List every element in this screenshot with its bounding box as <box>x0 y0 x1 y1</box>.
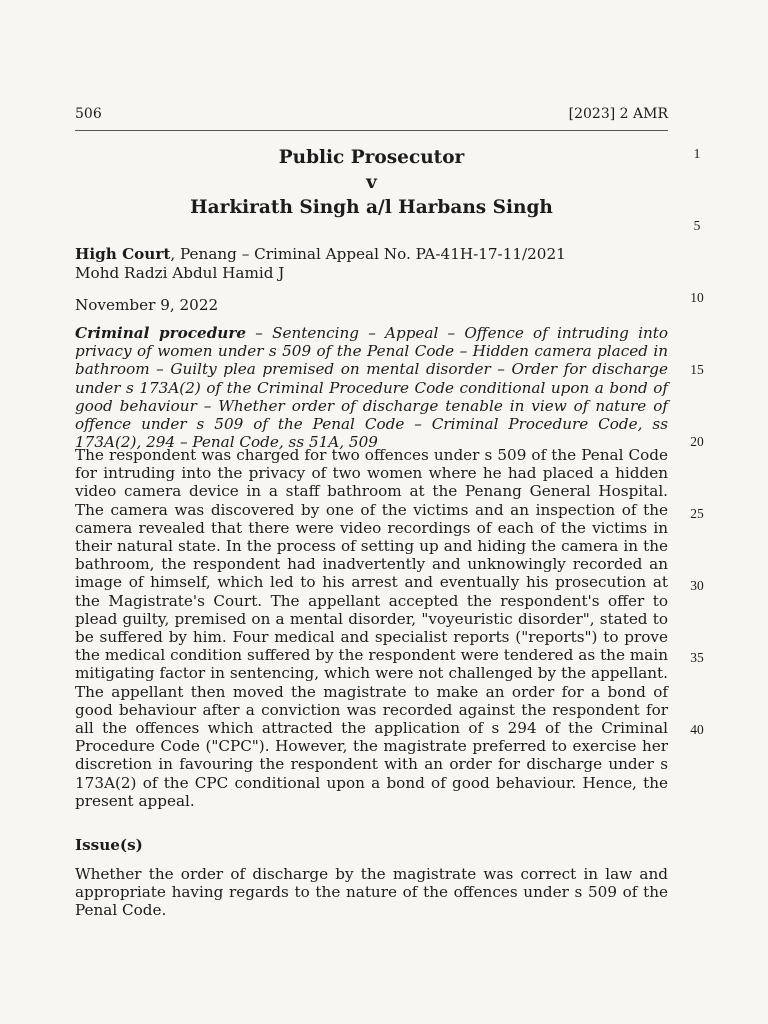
catchwords <box>75 324 668 451</box>
judge-name: Mohd Radzi Abdul Hamid J <box>75 264 285 282</box>
line-number: 5 <box>693 218 701 233</box>
header-rule <box>75 130 668 131</box>
facts-paragraph: The respondent was charged for two offences under s 509 of the Penal Code for intruding into the privacy of two women where he had placed a hidden video camera device in a staff bathroom at the Penang General Hospital. The camera was discovered by one of the victims and an inspection of the camera revealed that there were video recordings of each of the victims in their natural state. In the process of setting up and hiding the camera in the bathroom, the respondent had inadvertently and unknowingly recorded an image of himself, which led to his arrest and eventually his prosecution at the Magistrate's Court. The appellant accepted the respondent's offer to plead guilty, premised on a mental disorder, "voyeuristic disorder", stated to be suffered by him. Four medical and specialist reports ("reports") to prove the medical condition suffered by the respondent were tendered as the main mitigating factor in sentencing, which were not challenged by the appellant. The appellant then moved the magistrate to make an order for a bond of good behaviour after a conviction was recorded against the respondent for all the offences which attracted the application of s 294 of the Criminal Procedure Code ("CPC"). However, the magistrate preferred to exercise her discretion in favouring the respondent with an order for discharge under s 173A(2) of the CPC conditional upon a bond of good behaviour. Hence, the present appeal. <box>75 446 668 810</box>
line-number: 40 <box>690 722 704 737</box>
line-number: 20 <box>690 434 704 449</box>
page-number: 506 <box>75 106 102 122</box>
case-party-1: Public Prosecutor <box>278 147 465 168</box>
citation: [2023] 2 AMR <box>568 106 668 122</box>
line-number: 30 <box>690 578 704 593</box>
issue-paragraph: Whether the order of discharge by the magistrate was correct in law and appropriate having regards to the nature of the offences under s 509 of the Penal Code. <box>75 865 668 920</box>
line-number: 15 <box>690 362 704 377</box>
line-number: 10 <box>690 290 704 305</box>
catchwords-text: – Sentencing – Appeal – Offence of intruding into privacy of women under s 509 of the Penal Code – Hidden camera placed in bathroom – Guilty plea premised on mental disorder – Order for discharge under s 173A(2) of the Criminal Procedure Code conditional upon a bond of good behaviour – Whether order of discharge tenable in view of nature of offence under s 509 of the Penal Code – Criminal Procedure Code, ss 173A(2), 294 – Penal Code, ss 51A, 509 <box>75 324 669 452</box>
court-label: High Court <box>75 245 171 263</box>
decision-date: November 9, 2022 <box>75 296 219 314</box>
case-versus: v <box>366 172 377 193</box>
issue-heading: Issue(s) <box>75 836 143 854</box>
line-number: 25 <box>690 506 704 521</box>
catchwords-lead: Criminal procedure <box>75 324 247 342</box>
line-number: 35 <box>690 650 704 665</box>
line-number: 1 <box>693 146 701 161</box>
case-party-2: Harkirath Singh a/l Harbans Singh <box>190 197 553 218</box>
court-detail: , Penang – Criminal Appeal No. PA-41H-17-11/2021 <box>170 245 566 263</box>
court-info <box>75 245 668 263</box>
